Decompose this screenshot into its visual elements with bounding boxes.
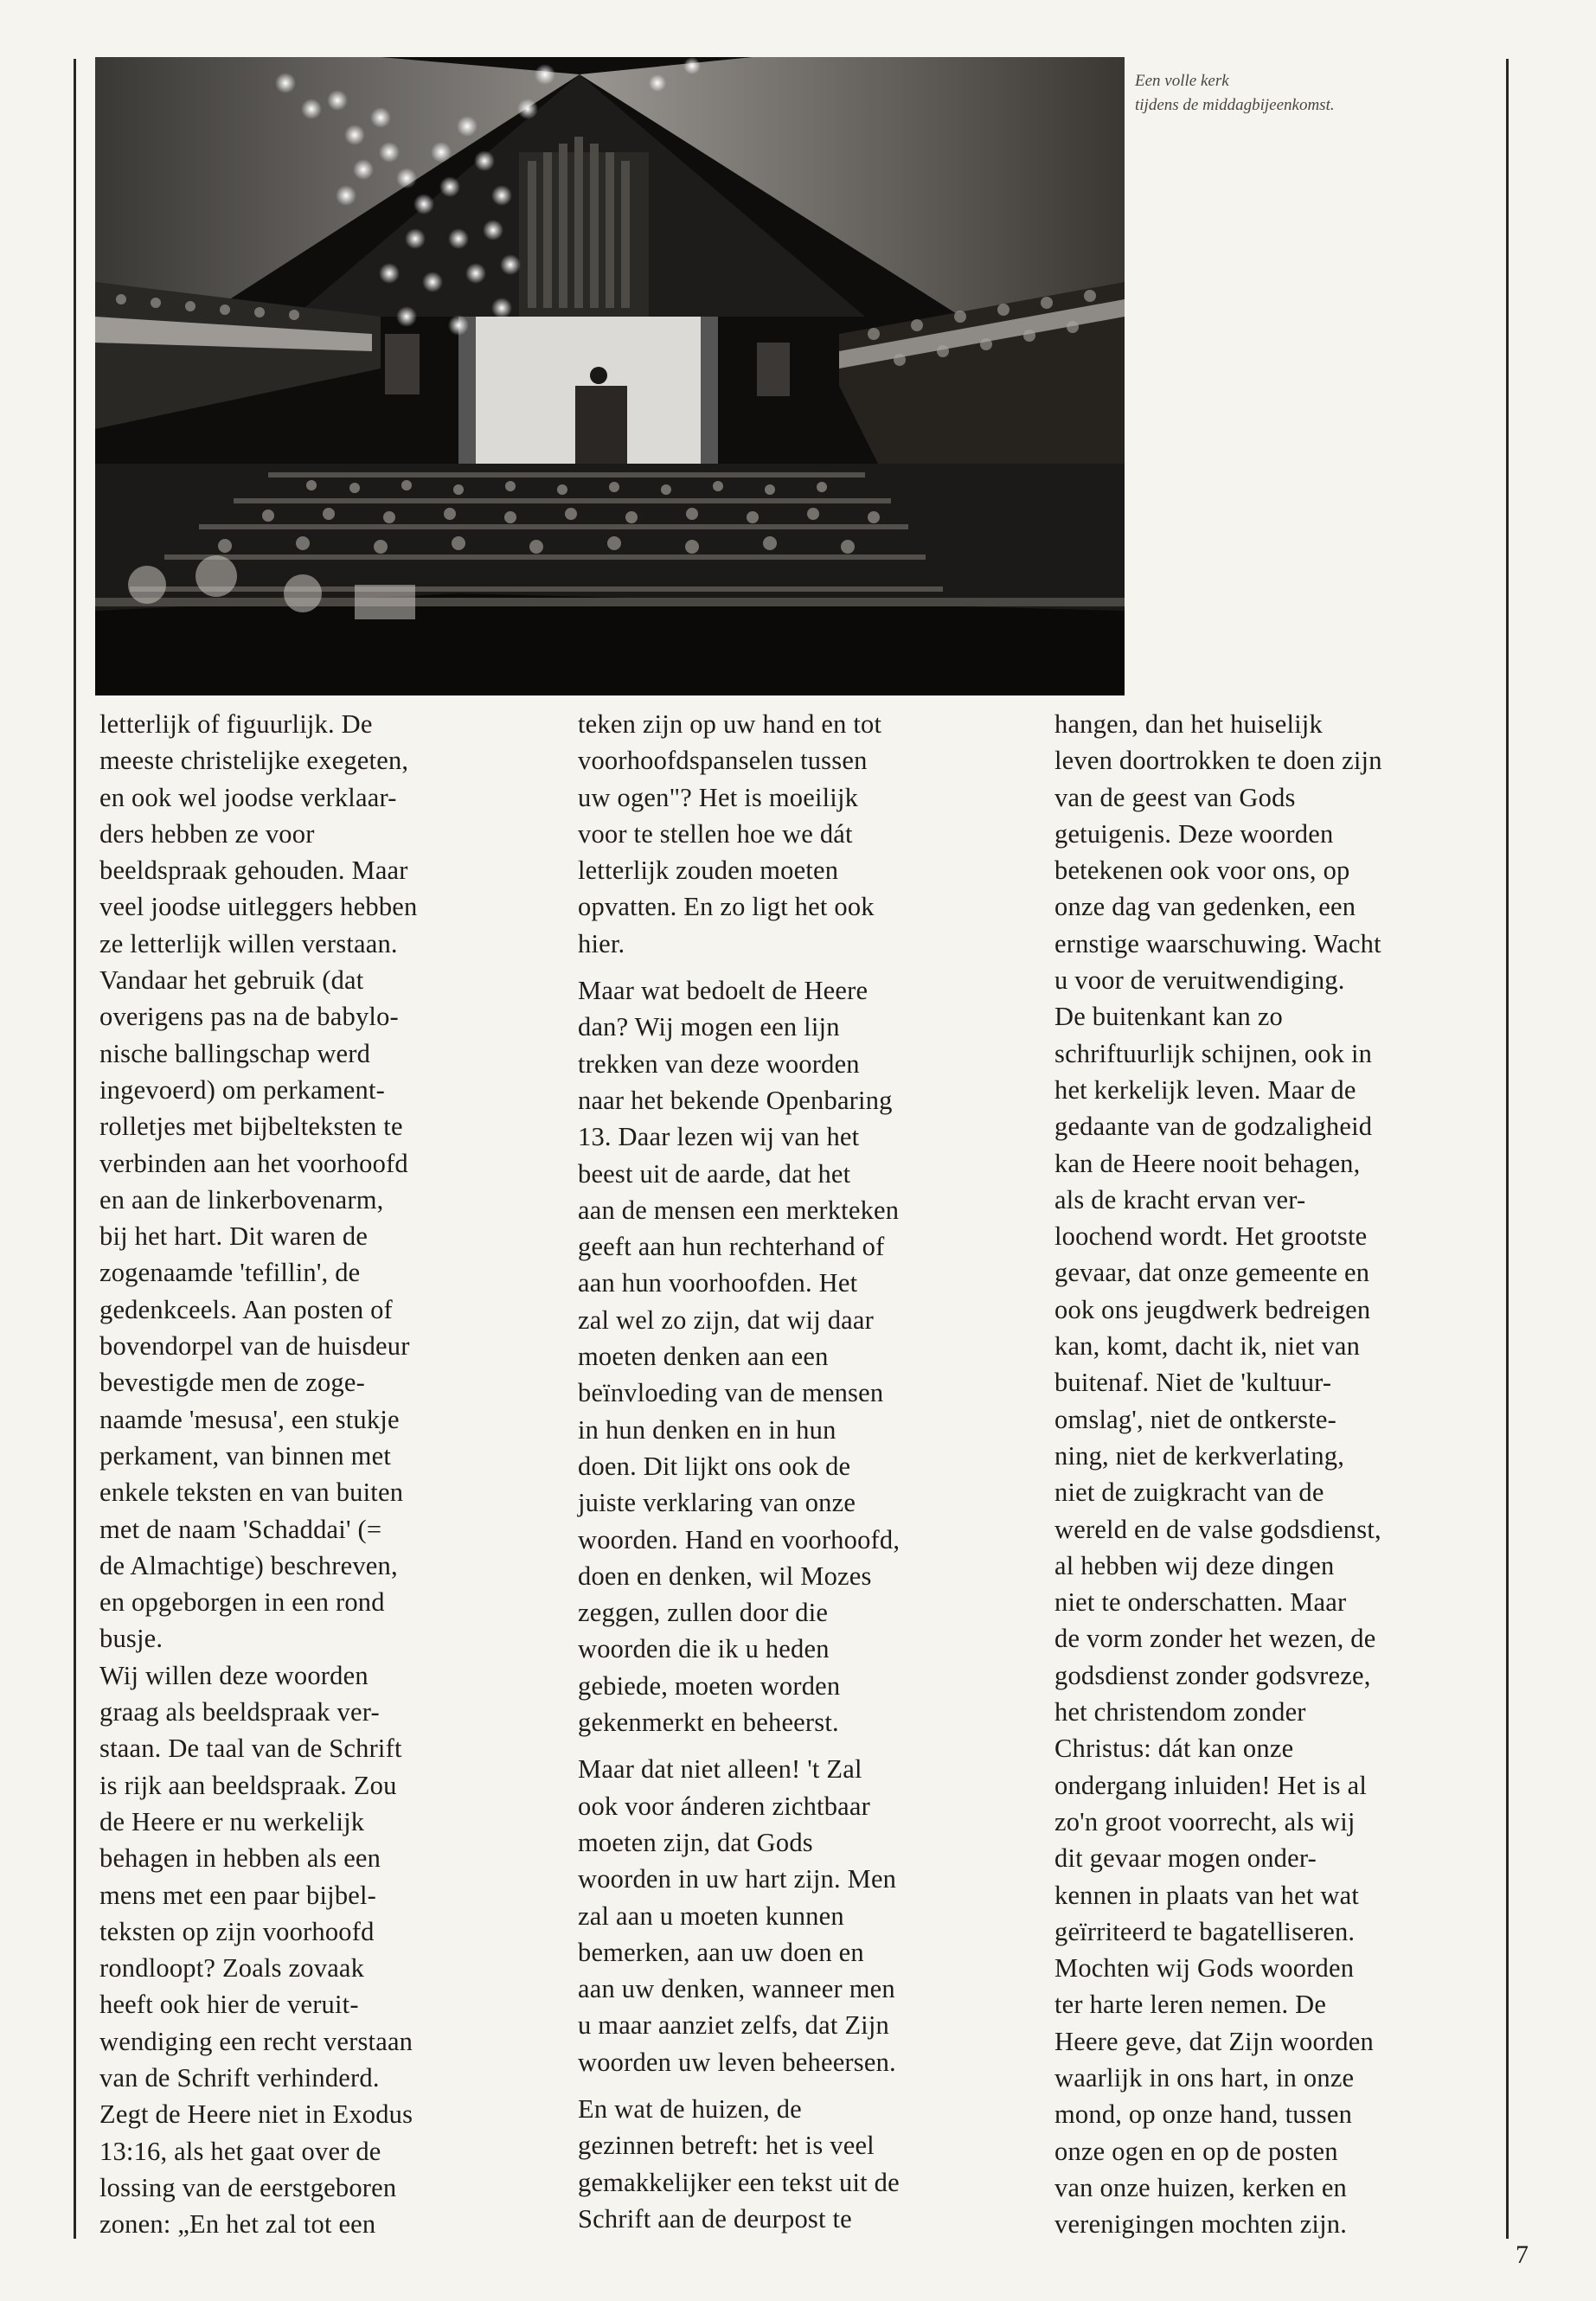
text-line: Maar wat bedoelt de Heere [578,976,869,1006]
text-line: ook voor ánderen zichtbaar [578,1791,871,1821]
paragraph [578,972,984,1740]
text-line: Wij willen deze woorden [99,1660,369,1690]
text-line: het christendom zonder [1054,1697,1306,1727]
text-line: naamde 'mesusa', een stukje [99,1404,400,1434]
text-line: woorden uw leven beheersen. [578,2047,896,2077]
text-line: wendiging een recht verstaan [99,2026,413,2056]
text-line: bemerken, aan uw doen en [578,1937,864,1967]
text-line: naar het bekende Openbaring [578,1085,893,1115]
text-line: het kerkelijk leven. Maar de [1054,1074,1356,1105]
text-line: dan? Wij mogen een lijn [578,1012,840,1042]
text-line: met de naam 'Schaddai' (= [99,1514,382,1544]
text-line: letterlijk of figuurlijk. De [99,709,373,739]
text-line: heeft ook hier de veruit- [99,1990,359,2020]
text-line: wereld en de valse godsdienst, [1054,1514,1381,1544]
text-line: de Almachtige) beschreven, [99,1550,398,1580]
text-line: beest uit de aarde, dat het [578,1158,851,1189]
paragraph [578,706,984,962]
caption-line: tijdens de middagbijeenkomst. [1135,96,1335,114]
text-line: gedenkceels. Aan posten of [99,1294,393,1324]
text-column-3 [1054,706,1461,2242]
text-line: enkele teksten en van buiten [99,1477,404,1508]
paragraph [578,2091,984,2237]
text-line: onze ogen en op de posten [1054,2136,1338,2166]
text-line: geïrriteerd te bagatelliseren. [1054,1916,1356,1946]
text-line: Christus: dát kan onze [1054,1734,1294,1764]
text-line: en aan de linkerbovenarm, [99,1184,384,1215]
text-line: zeggen, zullen door die [578,1598,829,1628]
text-line: De buitenkant kan zo [1054,1002,1284,1032]
text-line: uw ogen"? Het is moeilijk [578,782,859,812]
text-line: behagen in hebben als een [99,1843,381,1874]
text-column-1 [99,706,506,2242]
text-line: zal wel zo zijn, dat wij daar [578,1304,874,1335]
text-line: in hun denken en in hun [578,1414,836,1445]
text-line: schriftuurlijk schijnen, ook in [1054,1038,1373,1068]
right-margin-rule [1506,59,1509,2239]
text-line: nische ballingschap werd [99,1038,371,1068]
caption-line: Een volle kerk [1135,72,1229,90]
text-line: trekken van deze woorden [578,1048,860,1079]
text-line: veel joodse uitleggers hebben [99,892,418,922]
text-line: woorden. Hand en voorhoofd, [578,1524,901,1554]
text-line: bij het hart. Dit waren de [99,1221,369,1252]
text-line: ondergang inluiden! Het is al [1054,1770,1367,1800]
text-line: busje. [99,1624,163,1654]
text-line: Zegt de Heere niet in Exodus [99,2099,413,2130]
text-line: woorden in uw hart zijn. Men [578,1864,897,1894]
text-line: voorhoofdspanselen tussen [578,746,868,776]
text-column-2 [578,706,984,2237]
text-line: Vandaar het gebruik (dat [99,965,364,996]
text-line: en opgeborgen in een rond [99,1587,385,1618]
text-line: ingevoerd) om perkament- [99,1074,386,1105]
left-column-rule [74,59,76,2239]
text-line: bevestigde men de zoge- [99,1368,365,1398]
text-line: meeste christelijke exegeten, [99,746,409,776]
text-line: de Heere er nu werkelijk [99,1806,365,1836]
text-line: perkament, van binnen met [99,1440,392,1471]
text-line: loochend wordt. Het grootste [1054,1221,1368,1252]
photo-caption [1135,69,1498,118]
text-line: kennen in plaats van het wat [1054,1880,1360,1910]
text-line: betekenen ook voor ons, op [1054,856,1350,886]
text-line: En wat de huizen, de [578,2093,802,2124]
text-line: zo'n groot voorrecht, als wij [1054,1806,1356,1836]
text-line: 13:16, als het gaat over de [99,2136,381,2166]
text-line: moeten denken aan een [578,1342,829,1372]
text-line: ter harte leren nemen. De [1054,1990,1327,2020]
text-line: mens met een paar bijbel- [99,1880,377,1910]
text-line: rondloopt? Zoals zovaak [99,1953,365,1984]
text-line: woorden die ik u heden [578,1634,830,1664]
text-line: Heere geve, dat Zijn woorden [1054,2026,1374,2056]
text-line: buitenaf. Niet de 'kultuur- [1054,1368,1332,1398]
text-line: en ook wel joodse verklaar- [99,782,397,812]
text-line: 13. Daar lezen wij van het [578,1122,860,1152]
text-line: Maar dat niet alleen! 't Zal [578,1754,862,1785]
text-line: kan, komt, dacht ik, niet van [1054,1331,1361,1362]
text-line: beïnvloeding van de mensen [578,1378,884,1408]
text-line: leven doortrokken te doen zijn [1054,746,1382,776]
text-line: Schrift aan de deurpost te [578,2203,852,2234]
text-line: van onze huizen, kerken en [1054,2172,1348,2202]
text-line: gevaar, dat onze gemeente en [1054,1258,1370,1288]
text-line: zonen: „En het zal tot een [99,2209,376,2240]
text-line: mond, op onze hand, tussen [1054,2099,1353,2130]
text-line: staan. De taal van de Schrift [99,1734,402,1764]
text-line: moeten zijn, dat Gods [578,1827,813,1857]
text-line: al hebben wij deze dingen [1054,1550,1335,1580]
text-line: graag als beeldspraak ver- [99,1697,380,1727]
text-line: de vorm zonder het wezen, de [1054,1624,1376,1654]
text-line: gedaante van de godzaligheid [1054,1112,1373,1142]
text-line: Mochten wij Gods woorden [1054,1953,1355,1984]
text-line: doen en denken, wil Mozes [578,1561,872,1591]
text-line: opvatten. En zo ligt het ook [578,892,875,922]
text-line: lossing van de eerstgeboren [99,2172,397,2202]
text-line: voor te stellen hoe we dát [578,818,853,849]
text-line: u voor de veruitwendiging. [1054,965,1345,996]
text-line: hier. [578,928,625,958]
text-line: verbinden aan het voorhoofd [99,1148,408,1178]
text-line: bovendorpel van de huisdeur [99,1331,410,1362]
text-line: teksten op zijn voorhoofd [99,1916,375,1946]
text-line: gebiede, moeten worden [578,1670,841,1701]
text-line: kan de Heere nooit behagen, [1054,1148,1361,1178]
text-line: dit gevaar mogen onder- [1054,1843,1317,1874]
text-line: ernstige waarschuwing. Wacht [1054,928,1381,958]
text-line: verenigingen mochten zijn. [1054,2209,1348,2240]
church-interior-photo [95,57,1125,695]
text-line: hangen, dan het huiselijk [1054,709,1323,739]
text-line: aan hun voorhoofden. Het [578,1268,858,1298]
text-line: ning, niet de kerkverlating, [1054,1440,1345,1471]
text-line: aan uw denken, wanneer men [578,1974,895,2004]
text-line: niet te onderschatten. Maar [1054,1587,1347,1618]
text-line: waarlijk in ons hart, in onze [1054,2062,1355,2093]
text-line: is rijk aan beeldspraak. Zou [99,1770,397,1800]
text-line: beeldspraak gehouden. Maar [99,856,408,886]
text-line: aan de mensen een merkteken [578,1195,900,1225]
text-line: zal aan u moeten kunnen [578,1900,844,1931]
text-line: niet de zuigkracht van de [1054,1477,1324,1508]
text-line: godsdienst zonder godsvreze, [1054,1660,1371,1690]
text-line: gemakkelijker een tekst uit de [578,2167,900,2197]
text-line: overigens pas na de babylo- [99,1002,399,1032]
text-line: van de Schrift verhinderd. [99,2062,380,2093]
text-line: van de geest van Gods [1054,782,1296,812]
paragraph [578,1751,984,2080]
text-line: teken zijn op uw hand en tot [578,709,882,739]
text-line: doen. Dit lijkt ons ook de [578,1451,851,1481]
text-line: zogenaamde 'tefillin', de [99,1258,361,1288]
page-number: 7 [1516,2240,1529,2269]
text-line: ders hebben ze voor [99,818,315,849]
text-line: rolletjes met bijbelteksten te [99,1112,403,1142]
text-line: ook ons jeugdwerk bedreigen [1054,1294,1371,1324]
text-line: onze dag van gedenken, een [1054,892,1356,922]
text-line: gekenmerkt en beheerst. [578,1708,839,1738]
text-line: geeft aan hun rechterhand of [578,1232,885,1262]
text-line: letterlijk zouden moeten [578,856,839,886]
text-line: gezinnen betreft: het is veel [578,2131,875,2161]
text-line: juiste verklaring van onze [578,1488,856,1518]
text-line: omslag', niet de ontkerste- [1054,1404,1336,1434]
text-line: als de kracht ervan ver- [1054,1184,1306,1215]
text-line: getuigenis. Deze woorden [1054,818,1334,849]
text-line: ze letterlijk willen verstaan. [99,928,398,958]
text-line: u maar aanziet zelfs, dat Zijn [578,2010,889,2041]
